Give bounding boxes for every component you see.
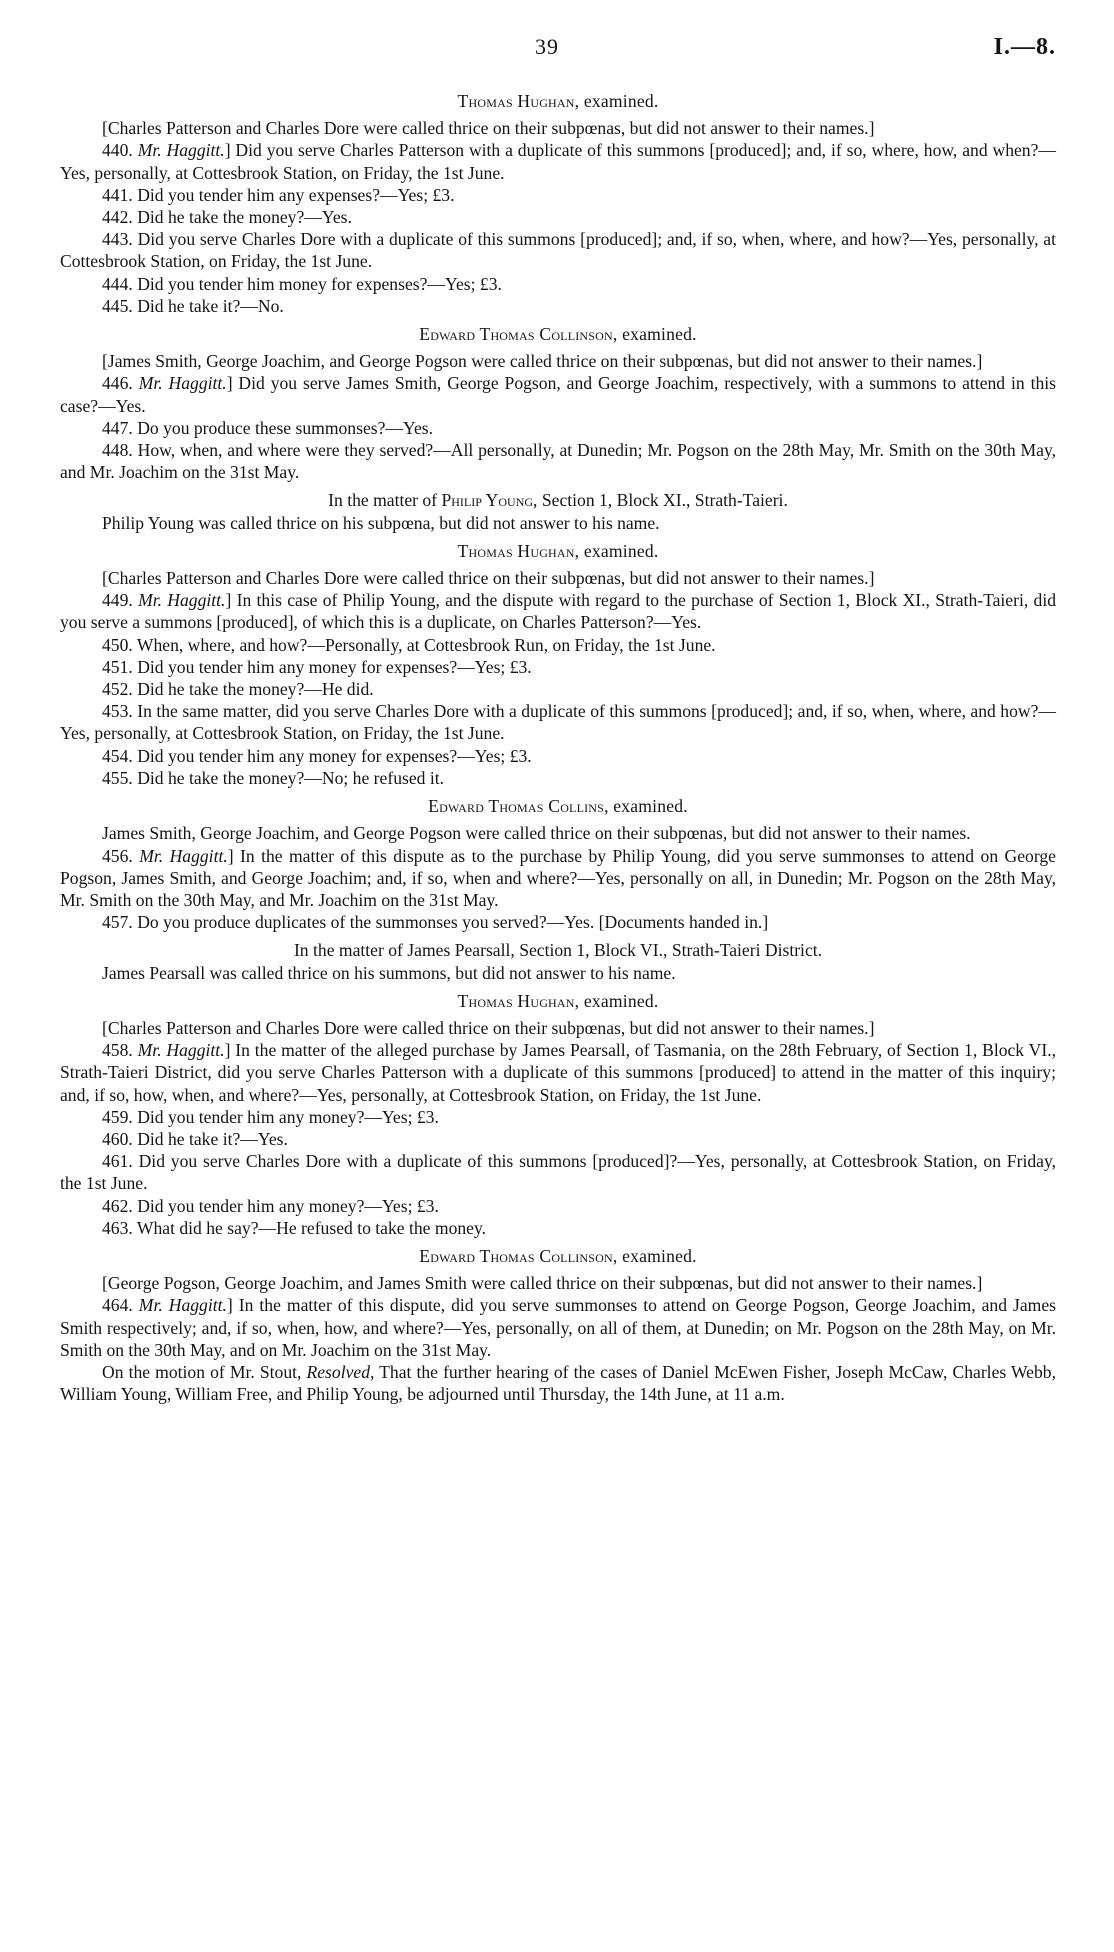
qa-item: 442. Did he take the money?—Yes. xyxy=(102,207,352,228)
qa-item: 461. Did you serve Charles Dore with a duplicate of this summons [produced]?—Yes, personally, at Cottesbrook Station, on Friday, the 1st June. xyxy=(60,1151,1056,1194)
qa-item: 446. Mr. Haggitt.] Did you serve James Smith, George Pogson, and George Joachim, respectively, with a summons to attend in this case?—Yes. xyxy=(60,373,1056,416)
qa-item: 448. How, when, and where were they served?—All personally, at Dunedin; Mr. Pogson on the 28th May, Mr. Smith on the 30th May, and Mr. Joachim on the 31st May. xyxy=(60,440,1056,483)
qa-item: 452. Did he take the money?—He did. xyxy=(102,679,374,700)
matter-heading: In the matter of Philip Young, Section 1, Block XI., Strath-Taieri. xyxy=(328,490,788,511)
qa-item: 441. Did you tender him any expenses?—Yes; £3. xyxy=(102,184,455,205)
page-content xyxy=(60,84,1056,1405)
absence-note: [Charles Patterson and Charles Dore were called thrice on their subpœnas, but did not answer to their names.] xyxy=(102,568,875,589)
witness-heading: Thomas Hughan, examined. xyxy=(457,990,659,1011)
page-header xyxy=(0,34,1114,64)
qa-item: 462. Did you tender him any money?—Yes; £3. xyxy=(102,1195,439,1216)
qa-item: 455. Did he take the money?—No; he refused it. xyxy=(102,767,445,788)
called-note: James Pearsall was called thrice on his summons, but did not answer to his name. xyxy=(102,962,676,983)
witness-heading: Edward Thomas Collinson, examined. xyxy=(419,324,697,345)
qa-item: 460. Did he take it?—Yes. xyxy=(102,1128,288,1149)
qa-item: 449. Mr. Haggitt.] In this case of Philip Young, and the dispute with regard to the purchase of Section 1, Block XI., Strath-Taieri, did you serve a summons [produced], of which this is a duplicate, on Charles Patterson?—Yes. xyxy=(60,590,1057,633)
closing-resolution: On the motion of Mr. Stout, Resolved, That the further hearing of the cases of Daniel McEwen Fisher, Joseph McCaw, Charles Webb, William Young, William Free, and Philip Young, be adjourned until Thursday, the 14th June, at 11 a.m. xyxy=(60,1361,1056,1405)
qa-item: 459. Did you tender him any money?—Yes; £3. xyxy=(102,1106,439,1127)
qa-item: 445. Did he take it?—No. xyxy=(102,295,284,316)
qa-item: 457. Do you produce duplicates of the summonses you served?—Yes. [Documents handed in.] xyxy=(102,912,769,933)
absence-note: [Charles Patterson and Charles Dore were called thrice on their subpœnas, but did not answer to their names.] xyxy=(102,1017,875,1038)
qa-item: 453. In the same matter, did you serve Charles Dore with a duplicate of this summons [produced]; and, if so, when, where, and how?—Yes, personally, at Cottesbrook Station, on Friday, the 1st June. xyxy=(60,701,1056,744)
qa-item: 440. Mr. Haggitt.] Did you serve Charles Patterson with a duplicate of this summons [produced]; and, if so, where, how, and when?—Yes, personally, at Cottesbrook Station, on Friday, the 1st June. xyxy=(60,140,1057,183)
absence-note: [George Pogson, George Joachim, and James Smith were called thrice on their subpœnas, but did not answer to their names.] xyxy=(102,1273,983,1294)
page-number: 39 xyxy=(535,34,559,59)
absence-note: [Charles Patterson and Charles Dore were called thrice on their subpœnas, but did not answer to their names.] xyxy=(102,118,875,139)
qa-item: 447. Do you produce these summonses?—Yes. xyxy=(102,417,434,438)
absence-note: James Smith, George Joachim, and George Pogson were called thrice on their subpœnas, but did not answer to their names. xyxy=(102,823,971,844)
witness-heading: Edward Thomas Collins, examined. xyxy=(428,796,688,817)
qa-item: 451. Did you tender him any money for expenses?—Yes; £3. xyxy=(102,656,532,677)
matter-heading: In the matter of James Pearsall, Section 1, Block VI., Strath-Taieri District. xyxy=(293,940,823,961)
qa-item: 458. Mr. Haggitt.] In the matter of the alleged purchase by James Pearsall, of Tasmania, on the 28th February, of Section 1, Block VI., Strath-Taieri District, did you serve Charles Patterson with a duplicate of this summons [produced] to attend in the matter of this inquiry; and, if so, how, when, and where?—Yes, personally, at Cottesbrook Station, on Friday, the 1st June. xyxy=(60,1040,1056,1105)
called-note: Philip Young was called thrice on his subpœna, but did not answer to his name. xyxy=(102,512,660,533)
qa-item: 454. Did you tender him any money for expenses?—Yes; £3. xyxy=(102,745,532,766)
qa-item: 464. Mr. Haggitt.] In the matter of this dispute, did you serve summonses to attend on George Pogson, George Joachim, and James Smith respectively; and, if so, when, how, and where?—Yes, personally, on all of them, at Dunedin; on Mr. Pogson on the 28th May, on Mr. Smith on the 30th May, and on Mr. Joachim on the 31st May. xyxy=(60,1295,1056,1360)
qa-item: 443. Did you serve Charles Dore with a duplicate of this summons [produced]; and, if so, when, where, and how?—Yes, personally, at Cottesbrook Station, on Friday, the 1st June. xyxy=(60,229,1056,272)
qa-item: 463. What did he say?—He refused to take the money. xyxy=(102,1217,487,1238)
qa-item: 450. When, where, and how?—Personally, at Cottesbrook Run, on Friday, the 1st June. xyxy=(102,634,716,655)
qa-item: 444. Did you tender him money for expenses?—Yes; £3. xyxy=(102,273,502,294)
absence-note: [James Smith, George Joachim, and George Pogson were called thrice on their subpœnas, but did not answer to their names.] xyxy=(102,351,983,372)
witness-heading: Thomas Hughan, examined. xyxy=(457,91,659,111)
paper-reference: I.—8. xyxy=(993,34,1056,60)
witness-heading: Thomas Hughan, examined. xyxy=(457,540,659,561)
qa-item: 456. Mr. Haggitt.] In the matter of this dispute as to the purchase by Philip Young, did you serve summonses to attend on George Pogson, James Smith, and George Joachim; and, if so, when and where?—Yes, personally on all, in Dunedin; Mr. Pogson on the 28th May, Mr. Smith on the 30th May, and Mr. Joachim on the 31st May. xyxy=(60,845,1056,910)
witness-heading: Edward Thomas Collinson, examined. xyxy=(419,1245,697,1266)
